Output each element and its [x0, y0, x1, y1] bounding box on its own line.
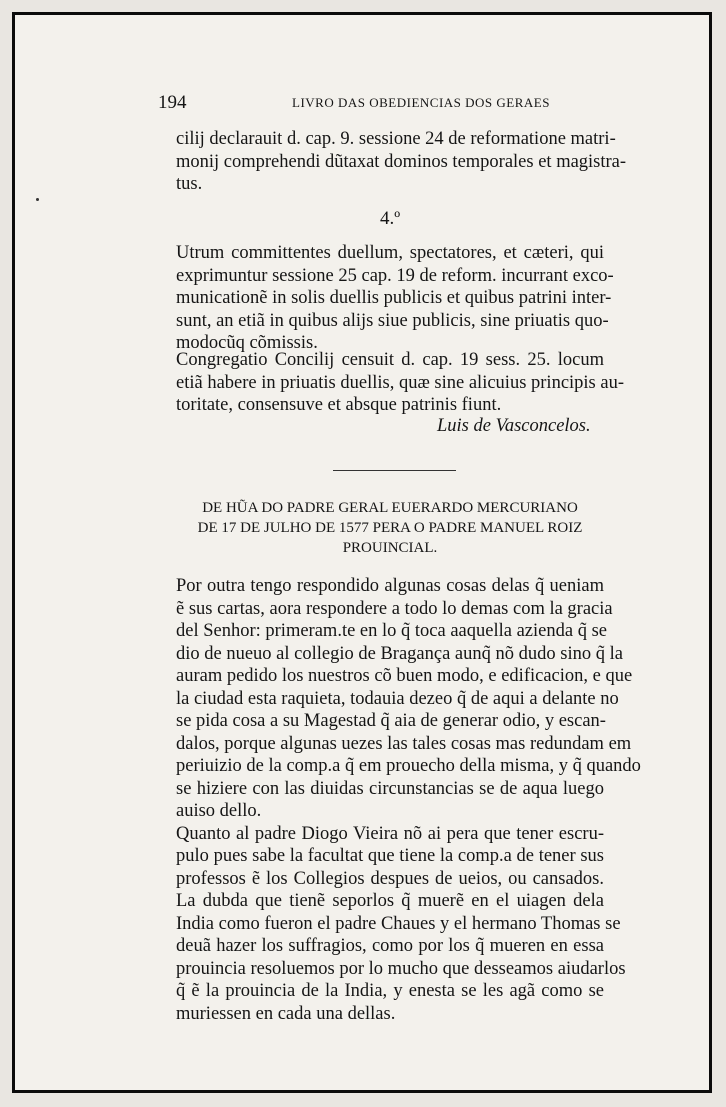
text-line: municationẽ in solis duellis publicis et quibus patrini inter-: [176, 288, 612, 308]
text-line: professos ẽ los Collegios despues de ueios, ou cansados.: [176, 868, 604, 889]
text-line: muriessen en cada una dellas.: [176, 1003, 396, 1024]
text-line: India como fueron el padre Chaues y el hermano Thomas se: [176, 913, 621, 934]
text-line: sunt, an etiã in quibus alijs siue publicis, sine priuatis quo-: [176, 310, 609, 331]
text-line: etiã habere in priuatis duellis, quæ sine alicuius principis au-: [176, 372, 625, 393]
question-paragraph: [176, 242, 614, 355]
text-line: periuizio de la comp.a q̃ em prouecho della misma, y q̃ quando: [176, 756, 641, 776]
text-line: pulo pues sabe la facultat que tiene la comp.a de tener sus: [176, 846, 604, 866]
text-line: Utrum committentes duellum, spectatores, et cæteri, qui: [176, 243, 604, 263]
text-line: modocũq cõmissis.: [176, 333, 318, 353]
text-line: toritate, consensuve et absque patrinis fiunt.: [176, 395, 502, 415]
top-paragraph: [176, 128, 627, 196]
text-line: La dubda que tienẽ seporlos q̃ muerẽ en el uiagen dela: [176, 891, 604, 911]
signature: Luis de Vasconcelos.: [437, 416, 591, 436]
text-line: monij comprehendi dũtaxat dominos temporales et magistra-: [176, 151, 627, 172]
text-line: auiso dello.: [176, 801, 262, 821]
section-divider: [333, 470, 456, 471]
letter-heading: [176, 498, 604, 558]
text-line: prouincia resoluemos por lo mucho que desseamos aiudarlos: [176, 958, 626, 979]
text-line: auram pedido los nuestros cõ buen modo, e edificacion, e que: [176, 666, 633, 686]
text-line: deuã hazer los suffragios, como por los q̃ mueren en essa: [176, 936, 604, 956]
text-line: dalos, porque algunas uezes las tales cosas mas redundam em: [176, 733, 632, 754]
text-line: q̃ ẽ la prouincia de la India, y enesta se les agã como se: [176, 981, 604, 1001]
text-line: dio de nueuo al collegio de Bragança aunq̃ nõ dudo sino q̃ la: [176, 643, 623, 664]
page-number: 194: [158, 92, 187, 113]
heading-line: PROUINCIAL.: [342, 540, 438, 556]
heading-line: DE 17 DE JULHO DE 1577 PERA O PADRE MANUEL ROIZ: [197, 520, 583, 536]
running-title: LIVRO DAS OBEDIENCIAS DOS GERAES: [292, 95, 550, 110]
answer-paragraph: [176, 349, 625, 417]
text-line: la ciudad esta raquieta, todauia dezeo q̃ de aqui a delante no: [176, 688, 619, 709]
text-line: tus.: [176, 174, 203, 194]
text-line: exprimuntur sessione 25 cap. 19 de reform. incurrant exco-: [176, 265, 614, 286]
page-header: [158, 92, 588, 112]
text-line: Congregatio Concilij censuit d. cap. 19 sess. 25. locum: [176, 350, 604, 370]
text-line: se pida cosa a su Magestad q̃ aia de generar odio, y escan-: [176, 711, 606, 731]
heading-line: DE HŨA DO PADRE GERAL EUERARDO MERCURIANO: [202, 500, 578, 516]
text-line: del Senhor: primeram.te en lo q̃ toca aaquella azienda q̃ se: [176, 621, 607, 641]
section-number: 4.º: [380, 208, 401, 229]
text-line: se hiziere con las diuidas circunstancias se de aqua luego: [176, 778, 604, 799]
text-line: ẽ sus cartas, aora respondere a todo lo demas com la gracia: [176, 598, 613, 619]
print-speck: [36, 198, 39, 201]
text-line: Quanto al padre Diogo Vieira nõ ai pera que tener escru-: [176, 823, 604, 844]
letter-body: [176, 575, 641, 1025]
text-line: Por outra tengo respondido algunas cosas delas q̃ ueniam: [176, 576, 604, 596]
text-line: cilij declarauit d. cap. 9. sessione 24 de reformatione matri-: [176, 129, 616, 149]
